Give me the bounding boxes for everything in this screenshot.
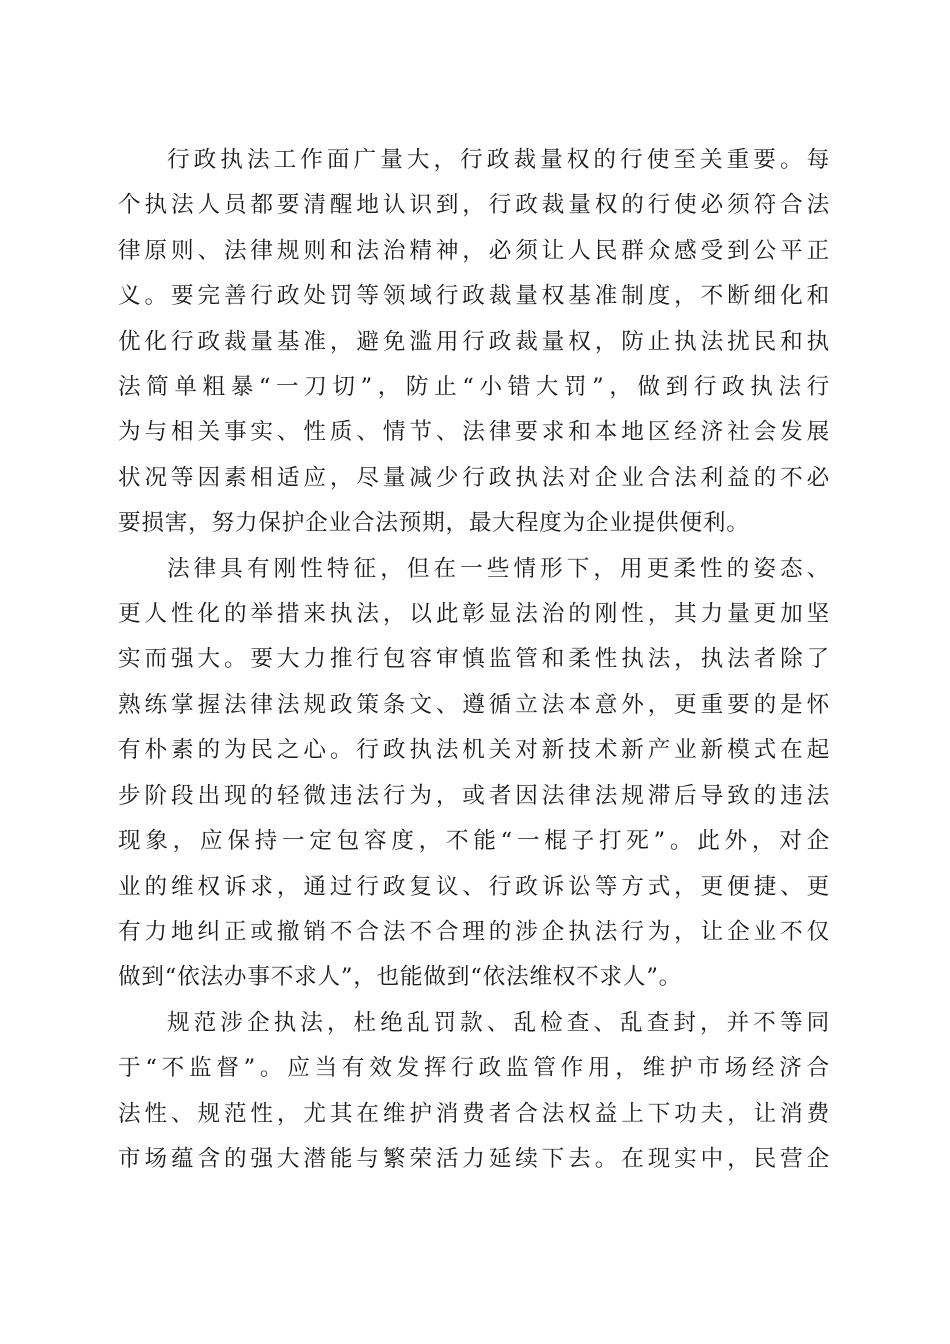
text-line: 现象，应保持一定包容度，不能“一棍子打死”。此外，对企 [118, 828, 830, 855]
text-line: 优化行政裁量基准，避免滥用行政裁量权，防止执法扰民和执 [118, 328, 830, 355]
text-line: 更人性化的举措来执法，以此彰显法治的刚性，其力量更加坚 [118, 601, 830, 628]
text-line: 市场蕴含的强大潜能与繁荣活力延续下去。在现实中，民营企 [118, 1145, 830, 1172]
paragraph-3 [118, 1001, 830, 1183]
document-body [118, 138, 830, 1182]
text-line: 法律具有刚性特征，但在一些情形下，用更柔性的姿态、 [167, 555, 830, 582]
text-line: 义。要完善行政处罚等领域行政裁量权基准制度，不断细化和 [118, 283, 830, 310]
text-line: 做到“依法办事不求人”，也能做到“依法维权不求人”。 [118, 964, 683, 991]
text-line: 法简单粗暴“一刀切”，防止“小错大罚”，做到行政执法行 [118, 374, 830, 401]
text-line: 于“不监督”。应当有效发挥行政监管作用，维护市场经济合 [118, 1055, 830, 1082]
text-line: 状况等因素相适应，尽量减少行政执法对企业合法利益的不必 [118, 464, 830, 491]
text-line: 为与相关事实、性质、情节、法律要求和本地区经济社会发展 [118, 419, 830, 446]
text-line: 业的维权诉求，通过行政复议、行政诉讼等方式，更便捷、更 [118, 873, 830, 900]
text-line: 规范涉企执法，杜绝乱罚款、乱检查、乱查封，并不等同 [167, 1009, 830, 1036]
text-line: 律原则、法律规则和法治精神，必须让人民群众感受到公平正 [118, 237, 830, 264]
text-line: 个执法人员都要清醒地认识到，行政裁量权的行使必须符合法 [118, 192, 830, 219]
text-line: 法性、规范性，尤其在维护消费者合法权益上下功夫，让消费 [118, 1100, 830, 1127]
paragraph-2 [118, 547, 830, 1001]
text-line: 行政执法工作面广量大，行政裁量权的行使至关重要。每 [167, 147, 830, 173]
paragraph-1 [118, 138, 830, 547]
text-line: 熟练掌握法律法规政策条文、遵循立法本意外，更重要的是怀 [118, 691, 830, 718]
text-line: 实而强大。要大力推行包容审慎监管和柔性执法，执法者除了 [118, 646, 830, 673]
text-line: 要损害，努力保护企业合法预期，最大程度为企业提供便利。 [118, 510, 750, 537]
text-line: 有朴素的为民之心。行政执法机关对新技术新产业新模式在起 [118, 737, 830, 764]
text-line: 有力地纠正或撤销不合法不合理的涉企执法行为，让企业不仅 [118, 918, 830, 945]
text-line: 步阶段出现的轻微违法行为，或者因法律法规滞后导致的违法 [118, 782, 830, 809]
